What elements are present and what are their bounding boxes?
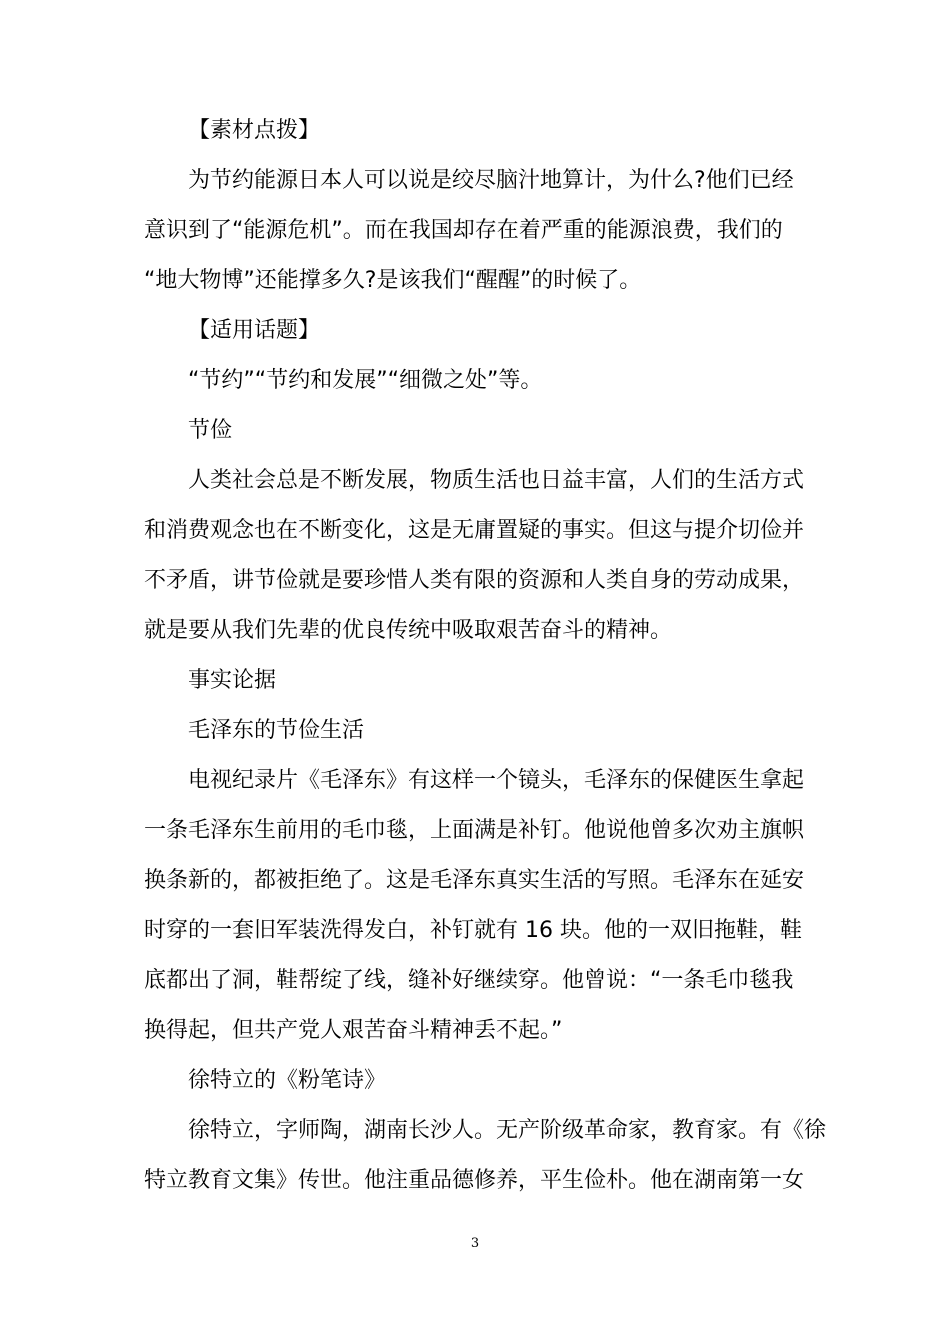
paragraph-line: 特立教育文集》传世。他注重品德修养，平生俭朴。他在湖南第一女 [144, 1168, 805, 1193]
paragraph-line: 意识到了“能源危机”。而在我国却存在着严重的能源浪费，我们的 [144, 218, 783, 243]
page-number: 3 [470, 1236, 480, 1251]
section-heading-material-tips: 【素材点拨】 [188, 118, 321, 143]
section-title-thrift: 节俭 [188, 418, 233, 443]
paragraph-line: “地大物博”还能撑多久?是该我们“醒醒”的时候了。 [144, 268, 642, 293]
paragraph-line: 电视纪录片《毛泽东》有这样一个镜头，毛泽东的保健医生拿起 [188, 768, 805, 793]
paragraph-line: 换得起，但共产党人艰苦奋斗精神丢不起。” [144, 1018, 563, 1043]
paragraph-line: 不矛盾，讲节俭就是要珍惜人类有限的资源和人类自身的劳动成果， [144, 568, 805, 593]
paragraph-line: 换条新的，都被拒绝了。这是毛泽东真实生活的写照。毛泽东在延安 [144, 868, 805, 893]
subsection-title-xu-teli: 徐特立的《粉笔诗》 [188, 1068, 387, 1093]
paragraph-line: 为节约能源日本人可以说是绞尽脑汁地算计，为什么?他们已经 [188, 168, 794, 193]
section-title-factual-evidence: 事实论据 [188, 668, 277, 693]
paragraph-line: 就是要从我们先辈的优良传统中吸取艰苦奋斗的精神。 [144, 618, 673, 643]
paragraph-line: 底都出了洞，鞋帮绽了线，缝补好继续穿。他曾说：“一条毛巾毯我 [144, 968, 794, 993]
paragraph-line: 时穿的一套旧军装洗得发白，补钉就有 16 块。他的一双旧拖鞋，鞋 [144, 918, 802, 943]
paragraph-line: 和消费观念也在不断变化，这是无庸置疑的事实。但这与提介切俭并 [144, 518, 805, 543]
paragraph-line: 人类社会总是不断发展，物质生活也日益丰富，人们的生活方式 [188, 468, 805, 493]
paragraph-line: 一条毛泽东生前用的毛巾毯，上面满是补钉。他说他曾多次劝主旗帜 [144, 818, 805, 843]
section-heading-applicable-topics: 【适用话题】 [188, 318, 321, 343]
paragraph-line: “节约”“节约和发展”“细微之处”等。 [188, 368, 543, 393]
paragraph-line: 徐特立，字师陶，湖南长沙人。无产阶级革命家，教育家。有《徐 [188, 1118, 827, 1143]
subsection-title-mao: 毛泽东的节俭生活 [188, 718, 365, 743]
